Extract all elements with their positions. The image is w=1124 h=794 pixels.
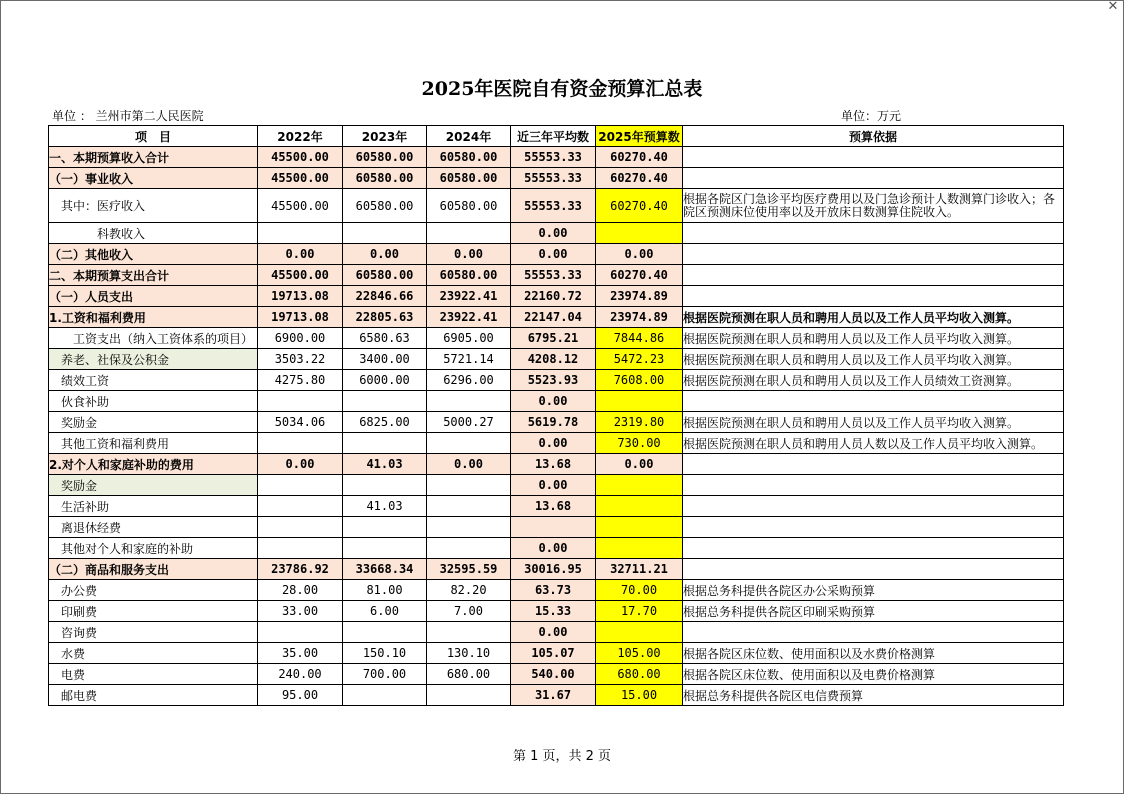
cell-2022: 45500.00: [258, 265, 343, 286]
cell-2023: 60580.00: [343, 147, 427, 168]
table-row: [49, 265, 1064, 286]
cell-2022: 5034.06: [258, 412, 343, 433]
header-2022: 2022年: [258, 126, 343, 147]
cell-2025-budget: 5472.23: [596, 349, 683, 370]
cell-avg: 0.00: [511, 622, 596, 643]
cell-2023: 3400.00: [343, 349, 427, 370]
cell-2024: 60580.00: [427, 147, 511, 168]
cell-2023: 22805.63: [343, 307, 427, 328]
cell-avg: 540.00: [511, 664, 596, 685]
cell-2023: 700.00: [343, 664, 427, 685]
cell-2025-budget: 0.00: [596, 244, 683, 265]
page-title: 2025年医院自有资金预算汇总表: [421, 78, 703, 100]
cell-2022: [258, 517, 343, 538]
cell-avg: 22147.04: [511, 307, 596, 328]
cell-2022: 45500.00: [258, 147, 343, 168]
cell-2025-budget: [596, 622, 683, 643]
cell-2025-budget: 60270.40: [596, 189, 683, 223]
table-row: [49, 433, 1064, 454]
cell-2025-budget: [596, 223, 683, 244]
cell-avg: 0.00: [511, 223, 596, 244]
cell-basis: 根据各院区门急诊平均医疗费用以及门急诊预计人数测算门诊收入；各院区预测床位使用率以及开放床日数测算住院收入。: [683, 189, 1064, 223]
cell-2025-budget: [596, 496, 683, 517]
cell-2023: 41.03: [343, 496, 427, 517]
cell-basis: 根据医院预测在职人员和聘用人员以及工作人员绩效工资测算。: [683, 370, 1064, 391]
cell-basis: 根据总务科提供各院区印刷采购预算: [683, 601, 1064, 622]
table-row: [49, 168, 1064, 189]
cell-2024: 23922.41: [427, 286, 511, 307]
cell-avg: 0.00: [511, 391, 596, 412]
cell-basis: [683, 622, 1064, 643]
table-row: [49, 412, 1064, 433]
cell-basis: 根据医院预测在职人员和聘用人员以及工作人员平均收入测算。: [683, 328, 1064, 349]
cell-2022: 28.00: [258, 580, 343, 601]
cell-2022: [258, 475, 343, 496]
cell-2025-budget: 15.00: [596, 685, 683, 706]
cell-basis: [683, 496, 1064, 517]
cell-2025-budget: 730.00: [596, 433, 683, 454]
cell-2024: 680.00: [427, 664, 511, 685]
table-row: [49, 601, 1064, 622]
cell-avg: 13.68: [511, 454, 596, 475]
cell-2023: 60580.00: [343, 265, 427, 286]
cell-2023: 22846.66: [343, 286, 427, 307]
cell-2025-budget: 60270.40: [596, 147, 683, 168]
table-row: [49, 244, 1064, 265]
cell-basis: [683, 168, 1064, 189]
cell-2024: 60580.00: [427, 189, 511, 223]
table-row: [49, 391, 1064, 412]
table-row: [49, 454, 1064, 475]
cell-basis: 根据医院预测在职人员和聘用人员以及工作人员平均收入测算。: [683, 412, 1064, 433]
cell-2023: [343, 517, 427, 538]
cell-2025-budget: 23974.89: [596, 307, 683, 328]
cell-2023: 6.00: [343, 601, 427, 622]
table-row: [49, 328, 1064, 349]
cell-2024: 82.20: [427, 580, 511, 601]
cell-basis: 根据总务科提供各院区电信费预算: [683, 685, 1064, 706]
row-item-label: 伙食补助: [49, 391, 258, 412]
row-item-label: 咨询费: [49, 622, 258, 643]
cell-2022: 95.00: [258, 685, 343, 706]
cell-basis: [683, 265, 1064, 286]
cell-2023: 6825.00: [343, 412, 427, 433]
cell-basis: [683, 244, 1064, 265]
cell-2025-budget: 60270.40: [596, 265, 683, 286]
cell-2022: 19713.08: [258, 307, 343, 328]
header-2023: 2023年: [343, 126, 427, 147]
cell-2022: [258, 391, 343, 412]
cell-avg: 5619.78: [511, 412, 596, 433]
row-item-label: 工资支出（纳入工资体系的项目）: [49, 328, 258, 349]
row-item-label: （一）人员支出: [49, 286, 258, 307]
cell-2022: 23786.92: [258, 559, 343, 580]
cell-2024: 60580.00: [427, 168, 511, 189]
cell-basis: 根据各院区床位数、使用面积以及电费价格测算: [683, 664, 1064, 685]
cell-basis: [683, 147, 1064, 168]
table-row: [49, 685, 1064, 706]
table-row: [49, 475, 1064, 496]
cell-2025-budget: [596, 475, 683, 496]
cell-2022: [258, 496, 343, 517]
cell-2025-budget: 17.70: [596, 601, 683, 622]
cell-2023: 0.00: [343, 244, 427, 265]
cell-avg: 13.68: [511, 496, 596, 517]
table-row: [49, 189, 1064, 223]
cell-2022: 45500.00: [258, 189, 343, 223]
cell-2023: 41.03: [343, 454, 427, 475]
row-item-label: （二）商品和服务支出: [49, 559, 258, 580]
cell-basis: [683, 559, 1064, 580]
cell-2023: [343, 433, 427, 454]
row-item-label: 一、本期预算收入合计: [49, 147, 258, 168]
cell-avg: 31.67: [511, 685, 596, 706]
row-item-label: （一）事业收入: [49, 168, 258, 189]
cell-basis: 根据医院预测在职人员和聘用人员人数以及工作人员平均收入测算。: [683, 433, 1064, 454]
row-item-label: 二、本期预算支出合计: [49, 265, 258, 286]
unit-right-label: 单位：万元: [841, 109, 902, 123]
cell-2024: 23922.41: [427, 307, 511, 328]
cell-2023: [343, 538, 427, 559]
cell-avg: 55553.33: [511, 168, 596, 189]
cell-2024: [427, 538, 511, 559]
cell-2024: 60580.00: [427, 265, 511, 286]
cell-2023: 60580.00: [343, 168, 427, 189]
cell-basis: 根据医院预测在职人员和聘用人员以及工作人员平均收入测算。: [683, 349, 1064, 370]
row-item-label: 奖励金: [49, 412, 258, 433]
table-row: [49, 147, 1064, 168]
cell-2022: 35.00: [258, 643, 343, 664]
header-2024: 2024年: [427, 126, 511, 147]
cell-2024: [427, 433, 511, 454]
cell-2025-budget: [596, 391, 683, 412]
cell-2024: [427, 223, 511, 244]
cell-2024: 130.10: [427, 643, 511, 664]
cell-2023: [343, 622, 427, 643]
cell-2024: 5000.27: [427, 412, 511, 433]
cell-2025-budget: 7608.00: [596, 370, 683, 391]
cell-2024: [427, 517, 511, 538]
cell-2022: 6900.00: [258, 328, 343, 349]
cell-2025-budget: 680.00: [596, 664, 683, 685]
cell-2022: [258, 223, 343, 244]
row-item-label: 离退休经费: [49, 517, 258, 538]
cell-2022: 19713.08: [258, 286, 343, 307]
table-row: [49, 664, 1064, 685]
cell-avg: 55553.33: [511, 147, 596, 168]
cell-basis: 根据医院预测在职人员和聘用人员以及工作人员平均收入测算。: [683, 307, 1064, 328]
table-row: [49, 622, 1064, 643]
cell-avg: 22160.72: [511, 286, 596, 307]
cell-basis: [683, 223, 1064, 244]
page-footer: 第 1 页，共 2 页: [512, 749, 612, 764]
header-row: [49, 126, 1064, 147]
table-row: [49, 643, 1064, 664]
cell-2023: [343, 223, 427, 244]
cell-2024: 6296.00: [427, 370, 511, 391]
table-row: [49, 517, 1064, 538]
cell-2023: 6580.63: [343, 328, 427, 349]
row-item-label: 科教收入: [49, 223, 258, 244]
cell-2024: [427, 622, 511, 643]
cell-2023: [343, 685, 427, 706]
cell-2024: 7.00: [427, 601, 511, 622]
cell-2025-budget: [596, 517, 683, 538]
cell-avg: 0.00: [511, 475, 596, 496]
row-item-label: 2.对个人和家庭补助的费用: [49, 454, 258, 475]
cell-2024: [427, 685, 511, 706]
cell-2024: 0.00: [427, 244, 511, 265]
row-item-label: 其他对个人和家庭的补助: [49, 538, 258, 559]
cell-2022: 4275.80: [258, 370, 343, 391]
cell-basis: 根据总务科提供各院区办公采购预算: [683, 580, 1064, 601]
cell-basis: [683, 391, 1064, 412]
close-icon[interactable]: ✕: [1107, 0, 1119, 14]
row-item-label: 奖励金: [49, 475, 258, 496]
cell-2022: 240.00: [258, 664, 343, 685]
cell-avg: 63.73: [511, 580, 596, 601]
cell-basis: [683, 475, 1064, 496]
cell-2024: 32595.59: [427, 559, 511, 580]
unit-left-label: 单位 ： 兰州市第二人民医院: [52, 109, 204, 123]
table-row: [49, 496, 1064, 517]
cell-2024: 5721.14: [427, 349, 511, 370]
header-basis: 预算依据: [683, 126, 1064, 147]
cell-2024: [427, 475, 511, 496]
cell-2025-budget: [596, 538, 683, 559]
cell-2022: 0.00: [258, 454, 343, 475]
header-avg: 近三年平均数: [511, 126, 596, 147]
row-item-label: 邮电费: [49, 685, 258, 706]
cell-avg: 5523.93: [511, 370, 596, 391]
cell-2023: 6000.00: [343, 370, 427, 391]
row-item-label: 绩效工资: [49, 370, 258, 391]
table-row: [49, 580, 1064, 601]
cell-2025-budget: 105.00: [596, 643, 683, 664]
cell-avg: 0.00: [511, 244, 596, 265]
cell-basis: 根据各院区床位数、使用面积以及水费价格测算: [683, 643, 1064, 664]
table-row: [49, 370, 1064, 391]
row-item-label: 生活补助: [49, 496, 258, 517]
row-item-label: 1.工资和福利费用: [49, 307, 258, 328]
cell-2024: [427, 496, 511, 517]
cell-2024: [427, 391, 511, 412]
cell-avg: 55553.33: [511, 265, 596, 286]
row-item-label: 水费: [49, 643, 258, 664]
row-item-label: 电费: [49, 664, 258, 685]
cell-basis: [683, 286, 1064, 307]
cell-2023: 81.00: [343, 580, 427, 601]
budget-table: [48, 125, 1064, 706]
table-row: [49, 538, 1064, 559]
cell-avg: 6795.21: [511, 328, 596, 349]
row-item-label: （二）其他收入: [49, 244, 258, 265]
cell-basis: [683, 517, 1064, 538]
cell-2023: [343, 475, 427, 496]
cell-2023: [343, 391, 427, 412]
table-row: [49, 307, 1064, 328]
row-item-label: 其他工资和福利费用: [49, 433, 258, 454]
cell-2025-budget: 2319.80: [596, 412, 683, 433]
cell-2025-budget: 60270.40: [596, 168, 683, 189]
cell-2024: 0.00: [427, 454, 511, 475]
cell-2023: 33668.34: [343, 559, 427, 580]
cell-avg: 0.00: [511, 433, 596, 454]
row-item-label: 其中：医疗收入: [49, 189, 258, 223]
cell-avg: 55553.33: [511, 189, 596, 223]
cell-2022: 45500.00: [258, 168, 343, 189]
cell-2022: [258, 433, 343, 454]
cell-avg: [511, 517, 596, 538]
table-row: [49, 349, 1064, 370]
cell-2023: 60580.00: [343, 189, 427, 223]
cell-2023: 150.10: [343, 643, 427, 664]
cell-2025-budget: 0.00: [596, 454, 683, 475]
cell-avg: 15.33: [511, 601, 596, 622]
cell-2022: [258, 622, 343, 643]
cell-2022: 33.00: [258, 601, 343, 622]
table-row: [49, 559, 1064, 580]
cell-basis: [683, 454, 1064, 475]
cell-2025-budget: 32711.21: [596, 559, 683, 580]
header-2025-budget: 2025年预算数: [596, 126, 683, 147]
row-item-label: 养老、社保及公积金: [49, 349, 258, 370]
cell-2022: 0.00: [258, 244, 343, 265]
cell-2022: 3503.22: [258, 349, 343, 370]
row-item-label: 印刷费: [49, 601, 258, 622]
cell-avg: 4208.12: [511, 349, 596, 370]
cell-avg: 105.07: [511, 643, 596, 664]
cell-basis: [683, 538, 1064, 559]
cell-avg: 0.00: [511, 538, 596, 559]
table-row: [49, 286, 1064, 307]
cell-2022: [258, 538, 343, 559]
row-item-label: 办公费: [49, 580, 258, 601]
cell-2025-budget: 70.00: [596, 580, 683, 601]
cell-2024: 6905.00: [427, 328, 511, 349]
cell-avg: 30016.95: [511, 559, 596, 580]
cell-2025-budget: 7844.86: [596, 328, 683, 349]
header-item: 项 目: [49, 126, 258, 147]
cell-2025-budget: 23974.89: [596, 286, 683, 307]
table-row: [49, 223, 1064, 244]
